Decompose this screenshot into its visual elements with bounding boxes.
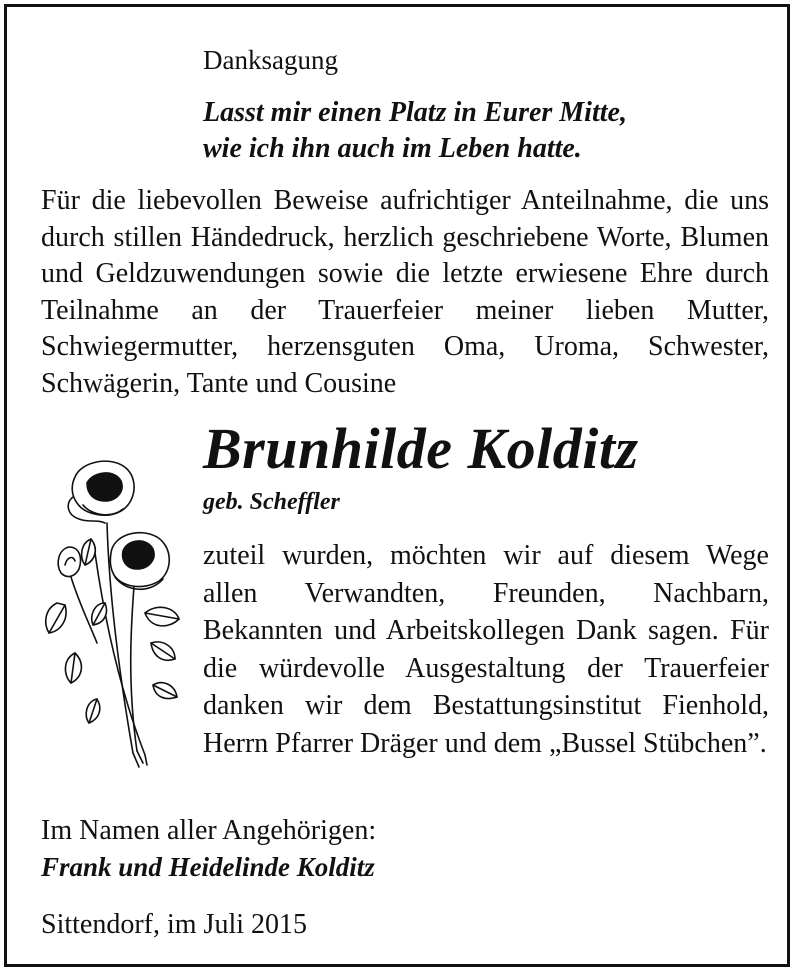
intro-paragraph: Für die liebevollen Beweise aufrichtiger Anteilnahme, die uns durch stillen Händedruck, herzlich geschriebene Worte, Blumen und Geldzuwendungen sowie die letzte erwiesene Ehre durch Teilnahme an der Trauerfeier meiner lieben Mutter, Schwiegermutter, herzensguten Oma, Uroma, Schwester, Schwägerin, Tante und Cousine <box>41 185 769 399</box>
signers: Frank und Heidelinde Kolditz <box>41 852 375 882</box>
place-date: Sittendorf, im Juli 2015 <box>41 909 307 940</box>
signoff: Im Namen aller Angehörigen: <box>41 815 377 846</box>
deceased-name: Brunhilde Kolditz <box>203 416 639 481</box>
obituary-notice <box>4 4 790 967</box>
maiden-name: geb. Scheffler <box>203 489 340 515</box>
motto-line-1: Lasst mir einen Platz in Eurer Mitte, <box>203 97 627 128</box>
motto-line-2: wie ich ihn auch im Leben hatte. <box>203 133 582 164</box>
motto <box>203 95 627 167</box>
heading: Danksagung <box>203 45 338 75</box>
roses-icon <box>35 453 185 771</box>
thanks-paragraph: zuteil wurden, möchten wir auf diesem Wege allen Verwandten, Freunden, Nachbarn, Bekannten und Arbeitskollegen Dank sagen. Für die würdevolle Ausgestaltung der Trauerfeier danken wir dem Bestattungsinstitut Fienhold, Herrn Pfarrer Dräger und dem „Bussel Stübchen”. <box>203 540 769 759</box>
